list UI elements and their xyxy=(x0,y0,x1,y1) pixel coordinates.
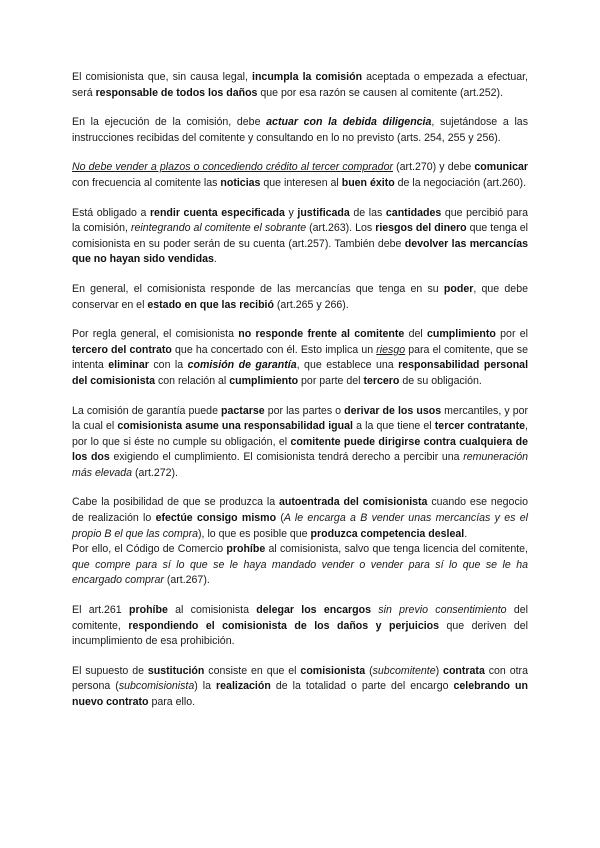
text-run: El supuesto de xyxy=(72,664,148,677)
bold-text: pactarse xyxy=(221,404,265,417)
text-run: de la negociación (art.260). xyxy=(394,176,527,189)
text-run: (art.270) y debe xyxy=(393,161,475,174)
text-run: que deriven del incumplimiento de esa prohibición. xyxy=(72,619,528,648)
bold-text: comunicar xyxy=(474,161,528,174)
text-run: , que debe conservar en el xyxy=(72,282,528,311)
paragraph-11 xyxy=(72,664,528,711)
bold-text: tercero xyxy=(363,374,400,387)
bold-text: sustitución xyxy=(147,664,205,677)
bold-text: responsable de todos los daños xyxy=(95,86,258,99)
bold-text: realización xyxy=(216,680,271,693)
text-run: que interesen al xyxy=(260,176,342,189)
bold-text: comitente puede dirigirse contra cualquiera de los dos xyxy=(72,435,528,464)
text-run: con otra persona ( xyxy=(72,664,528,693)
bold-text: devolver las mercancías que no hayan sido vendidas xyxy=(72,237,528,266)
bold-text: comisionista xyxy=(300,664,366,677)
paragraph-7 xyxy=(72,404,528,482)
bold-text: eliminar xyxy=(108,359,149,372)
text-run: , por lo que si éste no cumple su obligación, el xyxy=(72,420,528,448)
italic-text: subcomitente xyxy=(372,664,436,677)
text-run: Está obligado a xyxy=(72,206,150,219)
bold-text: autoentrada del comisionista xyxy=(279,496,428,509)
text-run: al comisionista, salvo que tenga licencia del comitente, xyxy=(265,543,529,556)
paragraph-5 xyxy=(72,282,528,313)
text-run: . xyxy=(213,253,217,266)
text-run: con la xyxy=(148,359,188,372)
bold-text: tercero del contrato xyxy=(72,343,172,356)
text-run: por parte del xyxy=(298,374,364,387)
text-run: cuando ese negocio de realización lo xyxy=(72,496,528,525)
italic-text: remuneración más elevada xyxy=(72,451,528,479)
text-run: En general, el comisionista responde de las mercancías que tenga en su xyxy=(72,282,444,295)
text-run: que tenga el comisionista en su poder serán de su cuenta (art.257). También debe xyxy=(72,222,529,250)
bold-text: produzca competencia desleal xyxy=(310,527,465,540)
paragraph-6 xyxy=(72,327,528,389)
text-run: consiste en que el xyxy=(204,664,301,677)
text-run: , sujetándose a las instrucciones recibidas del comitente y consultando en lo no previsto (arts. 254, 255 y 256). xyxy=(72,116,528,144)
text-run: que percibió para la comisión, xyxy=(72,206,529,235)
text-run: a la que tiene el xyxy=(352,420,435,433)
text-run: mercantiles, y por la cual el xyxy=(72,404,529,433)
bold-text: derivar de los usos xyxy=(344,404,442,417)
italic-text: No debe vender a plazos o concediendo crédito al tercer comprador xyxy=(72,161,393,174)
text-run: Por ello, el Código de Comercio xyxy=(72,543,227,556)
text-run: Cabe la posibilidad de que se produzca la xyxy=(72,496,280,509)
text-run: con relación al xyxy=(155,374,230,387)
bold-text: actuar con la debida diligencia xyxy=(266,116,432,129)
text-run: (art.272). xyxy=(132,466,179,479)
text-run: exigiendo el cumplimiento. El comisionista tendrá derecho a percibir una xyxy=(109,451,464,464)
italic-text: sin previo consentimiento xyxy=(378,604,507,617)
text-run: ), lo que es posible que xyxy=(198,527,311,540)
text-run: de su obligación. xyxy=(399,374,482,387)
bold-text: delegar los encargos xyxy=(256,604,371,617)
bold-text: estado en que las recibió xyxy=(147,298,274,311)
text-run: con frecuencia al comitente las xyxy=(72,176,221,189)
text-run: (art.267). xyxy=(163,574,210,587)
text-run: por las partes o xyxy=(264,404,345,417)
text-run: de la totalidad o parte del encargo xyxy=(270,680,454,693)
text-run: El art.261 xyxy=(72,604,129,617)
bold-text: riesgos del dinero xyxy=(375,222,467,235)
text-run: que ha concertado con él. Esto implica un xyxy=(171,343,377,356)
bold-text: efectúe consigo mismo xyxy=(155,512,277,525)
paragraph-10 xyxy=(72,603,528,650)
italic-text: riesgo xyxy=(376,343,406,356)
bold-text: no responde frente al comitente xyxy=(238,328,405,341)
paragraph-2 xyxy=(72,115,528,146)
bold-text: rendir cuenta especificada xyxy=(149,206,285,219)
document-page xyxy=(72,70,528,725)
bold-text: cumplimiento xyxy=(427,328,496,341)
text-run: y xyxy=(284,206,298,219)
text-run: que por esa razón se causen al comitente (art.252). xyxy=(257,86,504,99)
bold-text: prohíbe xyxy=(226,543,266,556)
bold-text: cumplimiento xyxy=(229,374,299,387)
bold-text: cantidades xyxy=(385,206,442,219)
italic-text: subcomisionista xyxy=(118,680,195,693)
text-run: por el xyxy=(495,328,529,341)
bold-text: celebrando un nuevo contrato xyxy=(72,680,528,708)
bold-text: responsabilidad personal del comisionista xyxy=(72,359,529,387)
text-run: del comitente, xyxy=(72,604,528,632)
text-run: para ello. xyxy=(148,696,196,708)
paragraph-1 xyxy=(72,70,528,101)
bold-text: buen éxito xyxy=(341,176,395,189)
paragraph-4 xyxy=(72,206,528,268)
bold-text: prohíbe xyxy=(129,604,168,617)
bold-text: contrata xyxy=(443,664,485,677)
text-run: al comisionista xyxy=(167,604,257,617)
text-run: ( xyxy=(365,664,373,677)
paragraph-8 xyxy=(72,495,528,542)
text-run: La comisión de garantía puede xyxy=(72,404,222,417)
text-run: ) xyxy=(435,664,444,677)
text-run: (art.263). Los xyxy=(306,222,376,235)
bold-text: incumpla la comisión xyxy=(252,71,363,83)
bold-text: comisión de garantía xyxy=(187,359,297,372)
text-run: Por regla general, el comisionista xyxy=(72,328,239,341)
bold-text: tercer contratante xyxy=(434,420,526,433)
text-run: para el comitente, que se intenta xyxy=(72,343,528,372)
text-run: (art.265 y 266). xyxy=(273,298,349,311)
bold-text: respondiendo el comisionista de los daños y perjuicios xyxy=(128,619,440,632)
text-run: En la ejecución de la comisión, debe xyxy=(72,116,267,129)
text-run: de las xyxy=(349,206,386,219)
bold-text: justificada xyxy=(297,206,350,219)
italic-text: A le encarga a B vender unas mercancías y es el propio B el que las compra xyxy=(72,512,528,540)
italic-text: reintegrando al comitente el sobrante xyxy=(131,222,307,235)
bold-text: noticias xyxy=(220,176,261,189)
paragraph-9 xyxy=(72,542,528,589)
bold-text: comisionista asume una responsabilidad igual xyxy=(117,420,353,433)
text-run: ) la xyxy=(194,680,217,693)
text-run: aceptada o empezada a efectuar, será xyxy=(72,71,528,99)
bold-text: poder xyxy=(443,282,474,295)
text-run: . xyxy=(464,527,468,540)
italic-text: que compre para sí lo que se le haya mandado vender o vender para sí lo que se le ha encargado comprar xyxy=(72,558,528,587)
paragraph-3 xyxy=(72,160,528,191)
text-run: del xyxy=(404,328,428,341)
text-run: El comisionista que, sin causa legal, xyxy=(72,71,253,83)
text-run: ( xyxy=(276,512,284,525)
text-run: , que establece una xyxy=(296,359,399,372)
